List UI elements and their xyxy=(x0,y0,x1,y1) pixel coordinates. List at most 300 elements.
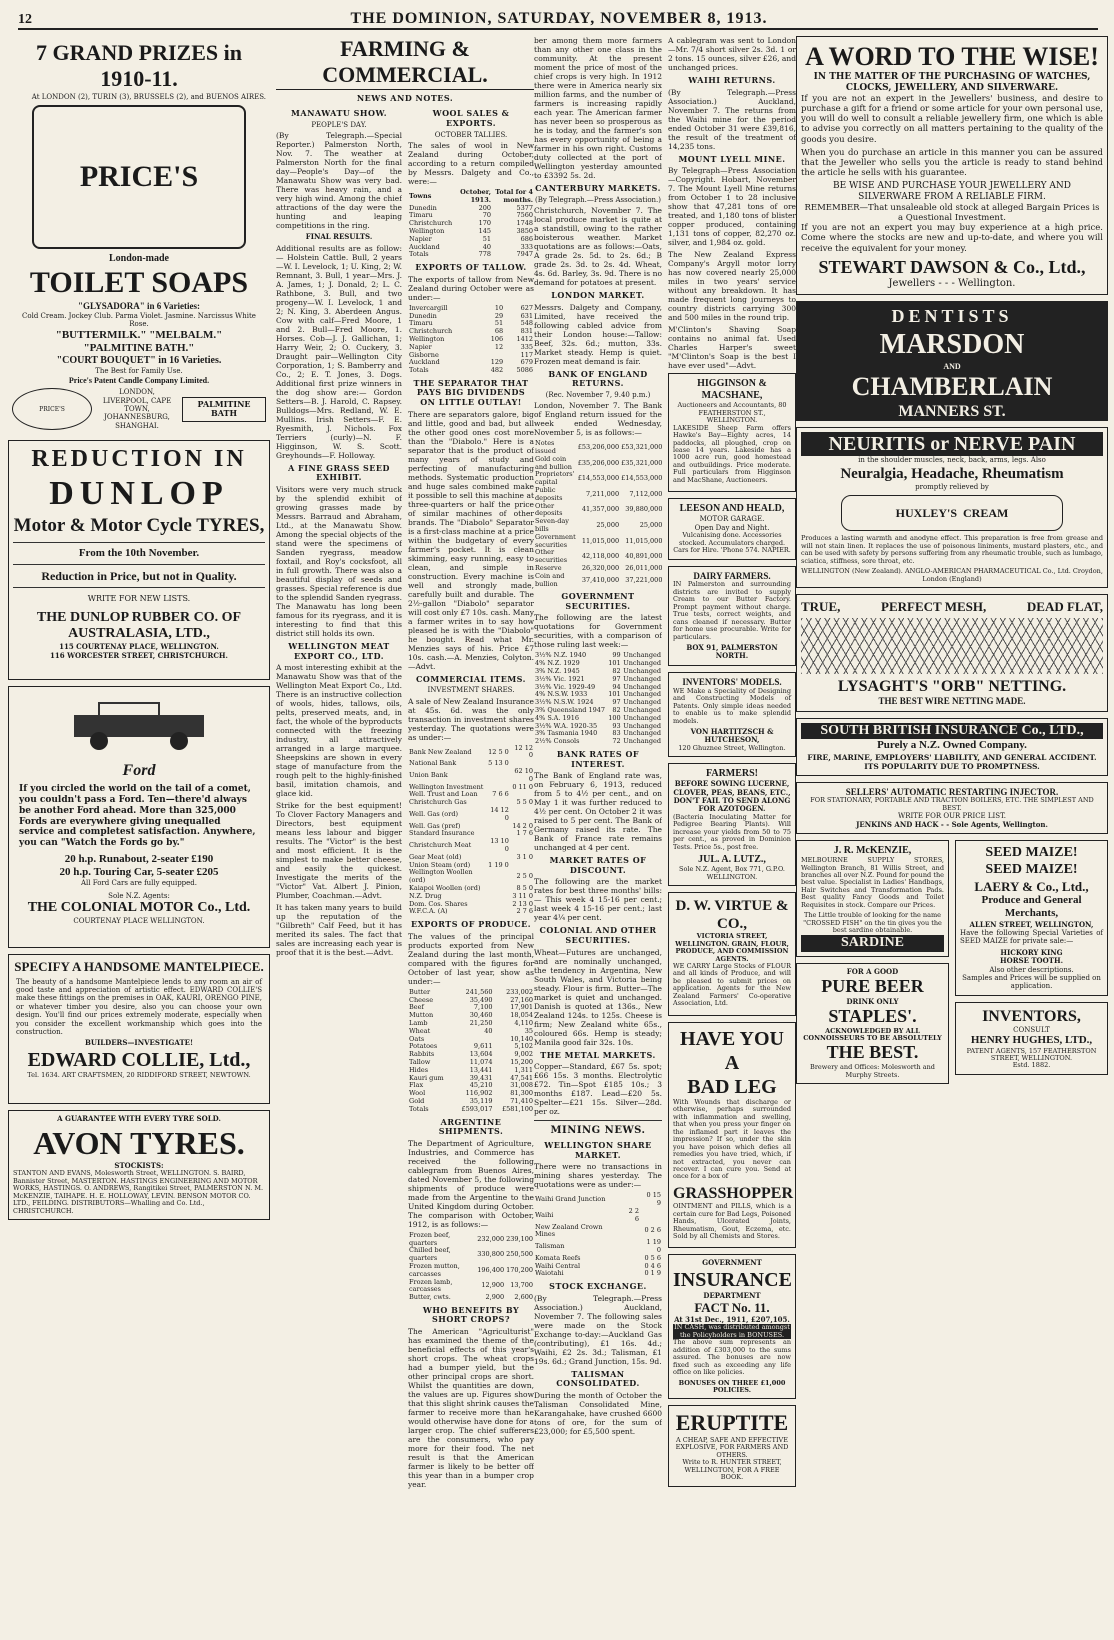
table-cell: Frozen beef, quarters xyxy=(409,1230,451,1247)
table-cell: Waihi Grand Junction xyxy=(535,1195,606,1204)
table-cell: 548 xyxy=(520,319,533,328)
table-cell: Dunedin xyxy=(409,203,437,212)
table-cell: 29 xyxy=(494,311,504,320)
pure-beer: PURE BEER xyxy=(821,975,924,996)
table-cell xyxy=(622,1255,640,1263)
table-cell: 4% S.A. 1916 xyxy=(535,713,580,722)
final-results: FINAL RESULTS. xyxy=(305,232,373,242)
govt-table xyxy=(534,652,662,746)
table-cell: 5 5 0 xyxy=(516,798,533,807)
models-name: VON HARTITZSCH & HUTCHESON, xyxy=(690,727,774,745)
table-cell: National Bank xyxy=(409,759,457,768)
table-cell: Government securities xyxy=(535,532,576,549)
produce-table xyxy=(408,989,534,1114)
table-cell: Coin and bullion xyxy=(535,571,565,588)
waihi-title: WAIHI RETURNS. xyxy=(688,75,776,85)
table-cell: 1748 xyxy=(516,219,533,228)
table-cell: Gear Meat (old) xyxy=(409,852,462,861)
table-cell: Timaru xyxy=(409,319,433,328)
for-a-good: FOR A GOOD xyxy=(846,966,899,976)
table-cell: Notes issued xyxy=(535,439,556,455)
ford-runabout: 20 h.p. Runabout, 2-seater £190 xyxy=(64,853,214,866)
table-cell: 97 xyxy=(612,674,621,683)
table-cell xyxy=(486,768,510,784)
table-cell: 232,000 xyxy=(477,1234,505,1243)
ford-touring: 20 h.p. Touring Car, 5-seater £205 xyxy=(59,866,219,879)
table-cell: Totals xyxy=(409,250,429,259)
seal-brand: PRICE'S xyxy=(39,405,65,413)
hughes-name: HENRY HUGHES, LTD., xyxy=(970,1034,1093,1047)
table-cell: 94 xyxy=(612,682,621,691)
table-cell: Flax xyxy=(409,1081,424,1090)
table-cell: 101 xyxy=(608,659,621,668)
laery-body: Have the following Special Varieties of SEED MAIZE for private sale:— xyxy=(960,929,1103,946)
table-cell: 1 19 0 xyxy=(488,860,509,869)
table-cell: Wool xyxy=(409,1089,426,1098)
virtue-body: WE CARRY Large Stocks of FLOUR and all kinds of Produce, and will be pleased to submit prices on application. Agents for the New Zealand Farmers' Co-operative Association, Ltd. xyxy=(673,961,791,1008)
table-cell: 831 xyxy=(520,327,533,336)
farmers-title: FARMERS! xyxy=(705,768,759,780)
best-family-line: The Best for Family Use. xyxy=(95,367,183,376)
have-you-a: HAVE YOU A xyxy=(680,1027,784,1074)
mining-title: MINING NEWS. xyxy=(550,1125,646,1137)
market-intro: ber among them more farmers than any other one class in the community. At the present moment the price of most of the chief crops is very high. In 1912 there were in America nearly six million farms, and the number of farmers is increasing rapidly each year. The American farmer has never been so prosperous as he is today, and the farmer's son has every opportunity of being a farmer in his own right. Customs duty collected at the port of Wellington yesterday amounted to £3392 5s. 2d. xyxy=(534,36,662,180)
table-cell: Unchanged xyxy=(623,713,661,722)
table-cell: 3 11 0 xyxy=(512,891,533,900)
table-cell: Gold coin and bullion xyxy=(535,454,572,471)
table-cell: 129 xyxy=(490,358,504,367)
table-row xyxy=(534,1224,662,1240)
table-cell: Hides xyxy=(409,1065,429,1074)
avon-ad xyxy=(8,1110,270,1220)
soap-box-illustration xyxy=(32,105,246,249)
govt-label: GOVERNMENT xyxy=(702,1258,762,1268)
brand-name: PRICE'S xyxy=(79,160,199,194)
dawson-p1: If you are not an expert in the Jewellers' business, and desire to purchase a gift for a friend or some article for your own personal use, you will do well to consult a reliable jewellery firm, one which is able to advise you correctly on all matters pertaining to the quality of the goods you desire. xyxy=(801,93,1103,145)
table-cell: 14 2 0 xyxy=(512,821,533,830)
peoples-day: PEOPLE'S DAY. xyxy=(311,120,367,129)
wool-column xyxy=(408,105,534,1492)
manawatu-para-1: (By Telegraph.—Special Reporter.) Palmerston North, Nov. 7. The weather at Palmerston North for the final day—People's Day—of the Manawatu Show was very bad. There was heavy rain, and a very high wind. Among the chief attractions of the day were the hunting and leaping competitions in the ring. xyxy=(276,131,402,231)
collie-address: Tel. 1634. ART CRAFTSMEN, 20 RIDDIFORD STREET, NEWTOWN. xyxy=(27,1070,251,1079)
table-cell: 200 xyxy=(478,203,491,212)
manawatu-para-2: Additional results are as follow:— Holstein Cattle. Bull, 2 years—W. I. Levelock, 1; U. King, 2; W. Remnant, 3. Bull, 1 year—Mrs. J. A. James, 1; J. Donald, 2; L. C. Rathbone, 3. Bull, and two progeny—W. I. Levelock, 1 and 2; N. King, 3. Aberdeen Angus. Cow with calf—Fred Moore, 1 and 2. Bull—Fred Moore, 1. Horses. Cob—J. J. Gallichan, 1; Harry Weir, 2; O. Cuckery, 3. Draught pair—Wellington City Corporation, 1; S. Bamberry and Co., 2; E. T. Jones, 3. Dogs. Additional first prize winners in the dog show are:— Gordon Setters—B. J. Harold, C. Rapsey. Bulldogs—Mrs. Redland, W. E. Mullins. Irish Setters—F. E. Ryesmith, J. Nichols. Fox Terriers (curly)—N. F. Higginson, W. S. Scott. Greyhounds—F. Holloway. xyxy=(276,243,402,460)
london-title: LONDON MARKET. xyxy=(551,289,645,300)
table-cell: 5377 xyxy=(516,203,533,212)
cream-label: CREAM xyxy=(963,505,1009,520)
table-cell xyxy=(486,893,510,901)
discount-body: The following are the market rates for best three months' bills:— This week 4 15-16 per cent.; last week 4 15-16 per cent.; last year 4¼ per cent. xyxy=(534,877,662,923)
table-row xyxy=(534,1208,662,1224)
seed-maize-ad xyxy=(955,840,1108,996)
table-cell: Tallow xyxy=(409,1057,431,1066)
colonial-motor: THE COLONIAL MOTOR Co., Ltd. xyxy=(27,900,251,916)
dairy-ad xyxy=(668,566,796,666)
table-cell: 0 15 9 xyxy=(646,1191,661,1208)
lutz-addr: Sole N.Z. Agent, Box 771, G.P.O. WELLINGTON. xyxy=(679,865,785,881)
buttermilk-line: "BUTTERMILK." "MELBALM." xyxy=(55,328,223,341)
table-row xyxy=(408,768,534,784)
models-title: INVENTORS' MODELS. xyxy=(682,676,782,687)
table-cell: 4,110 xyxy=(514,1018,533,1027)
table-cell: Waiotahi xyxy=(535,1269,564,1278)
table-row xyxy=(534,487,662,503)
virtue-name: D. W. VIRTUE & CO., xyxy=(675,898,789,933)
table-cell: 3% Tasmania 1940 xyxy=(535,729,598,738)
table-cell: Standard Insurance xyxy=(409,829,475,838)
table-cell: Napier xyxy=(409,342,432,351)
collie-ad xyxy=(8,954,270,1104)
table-cell: 778 xyxy=(478,250,491,259)
collie-body: The beauty of a handsome Mantelpiece lends to any room an air of good taste and appreciation of artistic effect. EDWARD COLLIE'S make these fittings on the premises in OAK, KAURI, ORENGO PINE, or whatever timber you desire, also you can choose your own design. You'll find our prices extremely moderate, especially when you consider the excellent workmanship which goes into the construction. xyxy=(16,977,262,1037)
separator-title: THE SEPARATOR THAT PAYS BIG DIVIDENDS ON LITTLE OUTLAY! xyxy=(413,377,529,408)
dawson-p2: When you do purchase an article in this manner you can be assured that the Jeweller who sells you the article is ready to stand behind the article he sells with his guarantee. xyxy=(801,147,1103,179)
seed-maize-1: SEED MAIZE! xyxy=(985,845,1078,861)
table-cell: 679 xyxy=(520,358,533,367)
toilet-soaps: TOILET SOAPS xyxy=(29,266,249,300)
table-cell: 82 xyxy=(612,667,621,676)
table-row xyxy=(408,251,534,259)
fact-label: FACT No. 11. xyxy=(694,1300,770,1316)
column-4 xyxy=(796,36,1108,1634)
govt-securities-body: The following are the latest quotations for Government securities, with a comparison of those ruling last week:— xyxy=(534,613,662,650)
table-cell: 3850 xyxy=(516,226,533,235)
table-row xyxy=(408,1232,534,1248)
table-cell: 68 xyxy=(494,327,504,336)
dairy-box: BOX 91, PALMERSTON NORTH. xyxy=(686,643,778,661)
export-produce-title: EXPORTS OF PRODUCE. xyxy=(410,919,532,930)
table-cell: £593,017 xyxy=(461,1104,493,1113)
table-cell xyxy=(486,885,510,893)
models-ad xyxy=(668,672,796,757)
table-cell: Well. Trust and Loan xyxy=(409,790,478,799)
table-cell: 9,611 xyxy=(473,1042,493,1051)
table-cell: Butter, cwts. xyxy=(409,1293,451,1302)
table-cell: 2 2 6 xyxy=(628,1206,640,1223)
table-cell: 3 1 0 xyxy=(516,852,533,861)
dawson-sub: IN THE MATTER OF THE PURCHASING OF WATCHES, CLOCKS, JEWELLERY, AND SILVERWARE. xyxy=(813,72,1091,93)
table-cell: Christchurch xyxy=(409,327,453,336)
jenkins-hack: JENKINS AND HACK - - Sole Agents, Wellington. xyxy=(856,819,1048,829)
table-cell: 100 xyxy=(608,713,621,722)
table-cell: 13 10 0 xyxy=(490,837,509,854)
table-cell: £581,100 xyxy=(501,1104,533,1113)
table-cell: 627 xyxy=(520,303,533,312)
variety-horse: HORSE TOOTH. xyxy=(999,956,1064,966)
table-cell: 17,901 xyxy=(510,1003,533,1012)
table-cell: 241,560 xyxy=(465,987,493,996)
insurance-label: INSURANCE xyxy=(673,1268,792,1291)
table-row xyxy=(534,534,662,550)
table-cell: £14,553,000 xyxy=(577,474,620,483)
grasshopper-brand: GRASSHOPPER xyxy=(673,1184,794,1202)
table-cell xyxy=(510,838,534,854)
table-cell: 2 7 6 xyxy=(516,907,533,916)
table-cell: 5,102 xyxy=(514,1042,533,1051)
table-cell: 39,431 xyxy=(469,1073,493,1082)
prizes-cities: At LONDON (2), TURIN (3), BRUSSELS (2), and BUENOS AIRES. xyxy=(31,92,266,101)
reduction-quality: Reduction in Price, but not in Quality. xyxy=(41,568,237,583)
palmitine-label: PALMITINE BATH xyxy=(182,397,266,422)
table-cell: Wellington Investment xyxy=(409,782,484,791)
tallow-table xyxy=(408,305,534,375)
dentists-ad xyxy=(796,301,1108,421)
table-cell: 21,250 xyxy=(469,1018,493,1027)
table-cell: Invercargill xyxy=(409,303,448,312)
lutz-name: JUL. A. LUTZ., xyxy=(698,854,766,866)
argentine-table xyxy=(408,1232,534,1302)
table-cell: 686 xyxy=(520,234,533,243)
table-cell: Kauri gum xyxy=(409,1073,444,1082)
table-cell: Wellington Woollen (ord) xyxy=(409,868,473,885)
colonial-body: Wheat—Futures are unchanged, and are nominally unchanged, the tendency in Argentina, New South Wales, and Victoria being steady. Flour is firm. Butter—The market is quiet and unchanged. Danish is quoted at 136s., New Zealand 124s. to 125s. Cheese is firm; New Zealand white 65s., coloured 66s. Hemp is steady; Manila good fair 32s. 10s. xyxy=(534,947,662,1047)
table-row xyxy=(408,1294,534,1302)
table-cell: Rabbits xyxy=(409,1050,435,1059)
table-cell: 25,000 xyxy=(596,521,620,530)
table-row xyxy=(408,1247,534,1263)
mckenzie-name: J. R. McKENZIE, xyxy=(833,845,912,857)
before-sowing: BEFORE SOWING LUCERNE, CLOVER, PEAS, BEANS, ETC., xyxy=(673,779,791,797)
table-row xyxy=(534,456,662,472)
table-cell: £53,321,000 xyxy=(621,443,662,452)
table-row xyxy=(408,908,534,916)
table-cell: 117 xyxy=(520,350,533,359)
staples-ack: ACKNOWLEDGED BY ALL CONNOISSEURS TO BE ABSOLUTELY xyxy=(803,1026,942,1042)
table-row xyxy=(408,807,534,823)
column-2 xyxy=(276,36,534,1634)
table-cell: 1 19 0 xyxy=(646,1238,661,1254)
table-cell: Bank New Zealand xyxy=(409,747,472,756)
table-cell: Chilled beef, quarters xyxy=(409,1246,451,1263)
table-cell xyxy=(486,869,510,885)
tallow-title: EXPORTS OF TALLOW. xyxy=(415,262,527,273)
table-cell: 101 xyxy=(608,690,621,699)
table-cell: 12,900 xyxy=(481,1281,505,1290)
bad-leg-ad xyxy=(668,1022,796,1249)
table-cell: £14,553,000 xyxy=(621,474,662,483)
table-cell: Public deposits xyxy=(535,485,563,502)
table-cell xyxy=(510,807,534,823)
prizes-headline: 7 GRAND PRIZES in 1910-11. xyxy=(36,40,242,92)
lyell-body: By Telegraph—Press Association—Copyright. Hobart, November 7. The Mount Lyell Mine returns from October 1 to 28 inclusive show that 47,281 tons of ore treated, and 1,180 tons of blister copper produced, containing 1,131 tons of copper, 82,270 oz. silver, and 1,984 oz. gold. xyxy=(668,166,796,248)
export-produce-body: The values of the principal products exported from New Zealand during the last month, compared with the figures for October of last year, show as under:— xyxy=(408,931,534,986)
table-row xyxy=(534,471,662,487)
cablegram-text: A cablegram was sent to London—Mr. 7/4 short silver 2s. 3d. 1 or 2 tons. 15 ounces, silver £26, and unchanged prices. xyxy=(668,36,796,72)
table-row xyxy=(408,869,534,885)
chamberlain: CHAMBERLAIN xyxy=(851,372,1053,402)
manners-st: MANNERS ST. xyxy=(898,403,1006,421)
table-cell: 106 xyxy=(490,334,504,343)
page-number: 12 xyxy=(18,12,32,27)
col3-right xyxy=(668,36,796,1493)
remember: REMEMBER—That unsaleable old stock at alleged Bargain Prices is a Questional Investment. xyxy=(804,202,1100,224)
cream-tube-icon xyxy=(841,495,1063,531)
table-cell: 3½% Vic. 1921 xyxy=(535,674,585,683)
eruptite-brand: ERUPTITE xyxy=(675,1410,789,1436)
table-cell: 2,900 xyxy=(485,1293,505,1302)
sunlight-body: M'Clinton's Shaving Soap contains no animal fat. Used Charles Harper's sweet "M'Clinton's Soap is the best I have ever used"—Advt. xyxy=(668,325,796,371)
waihi-body: (By Telegraph.—Press Association.) Auckland, November 7. The returns from the Waihi mine for the period ended October 31 were £39,816, the result of the treatment of 14,235 tons. xyxy=(668,87,796,151)
table-cell xyxy=(640,1208,662,1224)
from-date: From the 10th November. xyxy=(78,546,200,559)
express-body: The New Zealand Express Company's Argyll motor lorry has now covered nearly 25,000 miles in two years' service without any breakdown. It has made frequent long journeys to country districts carrying 300 and 500 miles in the round trip. xyxy=(668,250,796,323)
laery-produce: Produce and General Merchants, xyxy=(981,894,1082,920)
table-cell: 11,015,000 xyxy=(581,536,620,545)
table-cell: 0 11 0 xyxy=(512,782,533,791)
argentine-body: The Department of Agriculture, Industries, and Commerce has received the following cablegram from Buenos Aires, dated November 5, the following shipments of produce were made from the Argentine to the United Kingdom during October. The comparison with October, 1912, is as follows:— xyxy=(408,1138,534,1229)
azotogen-body: (Bacteria Inoculating Matter for Pedigree Bearing Plants). Will increase your yields from 50 to 75 per cent., as proved in Dominion Tests. Price 5s., post free. xyxy=(673,812,791,851)
share-market-body: There were no transactions in mining shares yesterday. The quotations were as under:— xyxy=(534,1162,662,1190)
table-cell: 4% N.Z. 1929 xyxy=(535,659,580,668)
table-row xyxy=(408,1263,534,1279)
table-cell: 13,700 xyxy=(510,1281,533,1290)
table-cell: Kaiapoi Woollen (ord) xyxy=(409,884,481,892)
table-cell: Wheat xyxy=(409,1026,431,1035)
table-row xyxy=(534,1239,662,1255)
table-cell: 12 12 0 xyxy=(514,743,533,760)
table-cell xyxy=(486,823,510,831)
hughes-sub: PATENT AGENTS, 157 FEATHERSTON STREET, WELLINGTON. xyxy=(966,1046,1097,1062)
seed-maize-2: SEED MAIZE! xyxy=(985,861,1078,877)
ford-logo: Ford xyxy=(122,762,156,780)
table-cell: 72 xyxy=(612,737,621,746)
table-cell: New Zealand Crown Mines xyxy=(535,1222,603,1239)
table-cell: Napier xyxy=(409,234,432,243)
cities-list: LONDON, LIVERPOOL, CAPE TOWN, JOHANNESBURG, SHANGHAI. xyxy=(102,388,172,430)
table-cell: 97 xyxy=(612,698,621,707)
table-cell: 8 5 0 xyxy=(516,884,533,892)
table-cell: 196,400 xyxy=(477,1265,505,1274)
bank-table xyxy=(534,440,662,588)
table-cell: Unchanged xyxy=(623,721,661,730)
table-row xyxy=(408,838,534,854)
glysadora-line: "GLYSADORA" in 6 Varieties: xyxy=(78,301,200,312)
neuritis-title: NEURITIS or NERVE PAIN xyxy=(801,432,1103,456)
table-cell: 14 12 0 xyxy=(490,806,509,822)
table-row xyxy=(534,738,662,746)
stockists-label: STOCKISTS: xyxy=(114,1160,164,1170)
table-cell xyxy=(486,901,510,909)
table-cell: 145 xyxy=(478,226,491,235)
dairy-title: DAIRY FARMERS. xyxy=(693,570,771,581)
table-cell: Totals xyxy=(409,1104,429,1113)
table-cell: 30,460 xyxy=(469,1011,493,1020)
table-cell: Unchanged xyxy=(623,674,661,683)
table-cell: 93 xyxy=(612,721,621,730)
staples-brand: STAPLES'. xyxy=(828,1005,917,1026)
table-row xyxy=(408,830,534,838)
canterbury-title: CANTERBURY MARKETS. xyxy=(535,183,661,193)
table-cell: 39,880,000 xyxy=(625,505,662,514)
drink-only: DRINK ONLY xyxy=(846,996,899,1006)
grass-exhibit-title: A FINE GRASS SEED EXHIBIT. xyxy=(288,462,390,483)
leeson-vul: Vulcanising done. Accessories stocked. Accumulators charged. Cars for Hire. 'Phone 574. NAPIER. xyxy=(673,531,791,555)
the-best: THE BEST. xyxy=(826,1042,919,1063)
table-cell: 70 xyxy=(482,211,491,220)
table-cell: 25,000 xyxy=(639,521,662,530)
table-cell: Cheese xyxy=(409,995,434,1004)
bank-sub: (Rec. November 7, 9.40 p.m.) xyxy=(545,390,651,399)
seed-also: Also other descriptions. xyxy=(989,965,1074,974)
virtue-ad xyxy=(668,892,796,1016)
injector-write: WRITE FOR OUR PRICE LIST. xyxy=(898,812,1006,821)
table-cell: 0 2 6 xyxy=(644,1226,661,1235)
column-3 xyxy=(534,36,796,1634)
table-cell: 13,604 xyxy=(469,1050,493,1059)
table-cell: 0 4 6 xyxy=(644,1261,661,1270)
table-cell: 7947 xyxy=(516,250,533,259)
bad-leg: BAD LEG xyxy=(687,1075,777,1098)
table-cell: 71,410 xyxy=(510,1096,533,1105)
hughes-estd: Estd. 1882. xyxy=(1012,1061,1051,1070)
leeson-name: LEESON AND HEALD, xyxy=(679,503,785,515)
london-made: London-made xyxy=(108,253,169,265)
table-row xyxy=(534,1270,662,1278)
table-cell: 330,800 xyxy=(477,1250,505,1259)
department-label: DEPARTMENT xyxy=(703,1290,761,1300)
table-cell: 0 5 6 xyxy=(644,1253,661,1262)
table-cell: 3½% N.Z. 1940 xyxy=(535,651,587,660)
ford-copy: If you circled the world on the tail of a comet, you couldn't pass a Ford. Ten—there'd always be another Ford ahead. More than 325,000 Fords are everywhere giving unequalled service and completest satisfaction. Anywhere, you can "Watch the Fords go by." xyxy=(19,784,256,849)
table-cell: 5 13 0 xyxy=(488,759,509,768)
table-cell: Reserve xyxy=(535,563,562,572)
bonus-sum: At 31st Dec., 1911, £207,105. xyxy=(674,1314,790,1324)
table-cell: 11,074 xyxy=(469,1057,493,1066)
table-cell: Waihi xyxy=(535,1210,554,1219)
virtue-addr: VICTORIA STREET, WELLINGTON. GRAIN, FLOUR, PRODUCE, AND COMMISSION AGENTS. xyxy=(675,932,789,963)
table-cell: Unchanged xyxy=(623,737,661,746)
table-cell: Dunedin xyxy=(409,311,437,320)
south-british-ad xyxy=(796,718,1108,776)
table-cell: 13,441 xyxy=(469,1065,493,1074)
dairy-body: IN Palmerston and surrounding districts are invited to supply Cream to our Butter Factory. Prompt payment without charge. True tests, correct weights, and cans cleaned if necessary. Butter for home use procurable. Write for particulars. xyxy=(673,580,791,641)
huxleys: HUXLEY'S xyxy=(895,505,958,520)
table-row xyxy=(408,799,534,807)
table-cell: 7,211,000 xyxy=(586,489,620,498)
table-cell: Wellington xyxy=(409,334,445,343)
be-wise: BE WISE AND PURCHASE YOUR JEWELLERY AND SILVERWARE FROM A RELIABLE FIRM. xyxy=(833,181,1071,203)
table-cell: 335 xyxy=(520,342,533,351)
higginson-sub: Auctioneers and Accountants, 80 FEATHERSTON ST., WELLINGTON. xyxy=(677,401,787,425)
talisman-body: During the month of October the Talisman Consolidated Mine, Karangahake, have crushed 6600 tons of ore, for the sum of £23,000; for £5,500 spent. xyxy=(534,1390,662,1436)
metal-title: THE METAL MARKETS. xyxy=(540,1049,656,1060)
table-cell: 45,210 xyxy=(469,1081,493,1090)
table-cell: 51 xyxy=(494,319,504,328)
neuritis-sub: in the shoulder muscles, neck, back, arms, legs. Also xyxy=(858,456,1046,465)
table-cell: 26,320,000 xyxy=(581,563,620,572)
tallow-intro: The exports of tallow from New Zealand during October were as under:— xyxy=(408,274,534,302)
table-cell: 12 xyxy=(494,342,504,351)
manawatu-title: MANAWATU SHOW. xyxy=(291,108,387,119)
inventors-ad xyxy=(955,1002,1108,1075)
varieties-line: Cold Cream. Jockey Club. Parma Violet. Jasmine. Narcissus White Rose. xyxy=(22,311,256,329)
seed-samples: Samples and Prices will be supplied on application. xyxy=(962,973,1101,991)
staples-addr: Brewery and Offices: Molesworth and Murphy Streets. xyxy=(810,1063,935,1079)
bank-rates-body: The Bank of England rate was, on February 6, 1913, reduced from 5 to 4½ per cent., and on May 1 it was further reduced to 4½ per cent. On October 2 it was raised to 5 per cent. The Bank of Germany raised its rate. The Bank of France rate remains unchanged at 4 per cent. xyxy=(534,771,662,853)
tyres-line: Motor & Motor Cycle TYRES, xyxy=(13,514,265,536)
table-cell: 31,008 xyxy=(510,1081,533,1090)
table-cell: 4% N.S.W. 1933 xyxy=(535,690,588,699)
column-1 xyxy=(8,36,270,1634)
eruptite-ad xyxy=(668,1405,796,1486)
table-cell: 482 xyxy=(490,366,504,375)
table-cell: 7,112,000 xyxy=(629,489,662,498)
manawatu-column xyxy=(276,105,402,1492)
relieved: promptly relieved by xyxy=(915,482,989,491)
masthead: THE DOMINION, SATURDAY, NOVEMBER 8, 1913. xyxy=(350,10,768,27)
table-row xyxy=(534,518,662,534)
higginson-name: HIGGINSON & MACSHANE, xyxy=(697,378,767,402)
